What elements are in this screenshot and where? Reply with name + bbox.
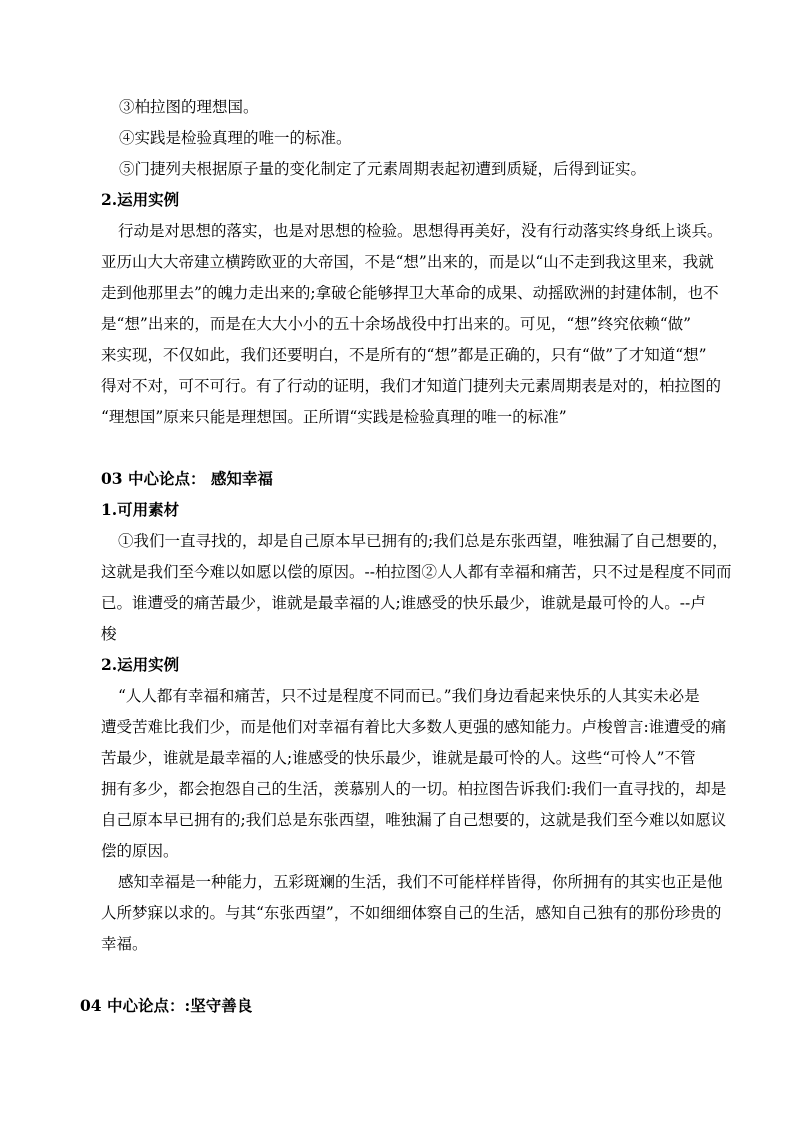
paragraph-line: 人所梦寐以求的。与其“东张西望”，不如细细体察自己的生活，感知自己独有的那份珍贵的: [101, 904, 722, 922]
paragraph-line: 得对不对，可不可行。有了行动的证明，我们才知道门捷列夫元素周期表是对的，柏拉图的: [101, 377, 722, 395]
paragraph-line: 梭: [101, 625, 117, 643]
paragraph-line: 拥有多少，都会抱怨自己的生活，羡慕别人的一切。柏拉图告诉我们:我们一直寻找的，却是: [101, 780, 727, 798]
paragraph-line: 亚历山大大帝建立横跨欧亚的大帝国，不是“想”出来的，而是以“山不走到我这里来，我就: [101, 253, 714, 271]
paragraph-line: 这就是我们至今难以如愿以偿的原因。--柏拉图②人人都有幸福和痛苦，只不过是程度不同而: [101, 563, 732, 581]
paragraph-line: 感知幸福是一种能力，五彩斑斓的生活，我们不可能样样皆得，你所拥有的其实也正是他: [118, 873, 723, 891]
section-heading-examples: 2.运用实例: [101, 655, 180, 674]
paragraph-line: 是“想”出来的，而是在大大小小的五十余场战役中打出来的。可见，“想”终究依赖“做”: [101, 315, 692, 333]
paragraph-line: 苦最少，谁就是最幸福的人;谁感受的快乐最少，谁就是最可怜的人。这些“可怜人”不管: [101, 749, 696, 767]
list-item-3: ③柏拉图的理想国。: [119, 98, 259, 116]
paragraph-line: “人人都有幸福和痛苦，只不过是程度不同而已。”我们身边看起来快乐的人其实未必是: [118, 687, 700, 705]
section-heading-examples: 2.运用实例: [101, 190, 180, 209]
paragraph-line: 自己原本早已拥有的;我们总是东张西望，唯独漏了自己想要的，这就是我们至今难以如愿议: [101, 811, 727, 829]
paragraph-line: 来实现，不仅如此，我们还要明白，不是所有的“想”都是正确的，只有“做”了才知道“想”: [101, 346, 707, 364]
paragraph-line: 偿的原因。: [101, 842, 179, 860]
list-item-5: ⑤门捷列夫根据原子量的变化制定了元素周期表起初遭到质疑，后得到证实。: [119, 160, 647, 178]
paragraph-line: 已。谁遭受的痛苦最少，谁就是最幸福的人;谁感受的快乐最少，谁就是最可怜的人。--卢: [101, 594, 706, 612]
section-heading-materials: 1.可用素材: [101, 500, 180, 519]
section-title-03: 03 中心论点： 感知幸福: [101, 469, 273, 488]
list-item-4: ④实践是检验真理的唯一的标准。: [119, 129, 352, 147]
section-title-04: 04 中心论点：:坚守善良: [80, 996, 253, 1015]
paragraph-line: “理想国”原来只能是理想国。正所谓“实践是检验真理的唯一的标准”: [101, 408, 567, 426]
paragraph-line: 走到他那里去”的魄力走出来的;拿破仑能够捍卫大革命的成果、动摇欧洲的封建体制，也不: [101, 284, 719, 302]
paragraph-line: 幸福。: [101, 935, 148, 953]
paragraph-line: 遭受苦难比我们少，而是他们对幸福有着比大多数人更强的感知能力。卢梭曾言:谁遭受的痛: [101, 718, 727, 736]
paragraph-line: 行动是对思想的落实，也是对思想的检验。思想得再美好，没有行动落实终身纸上谈兵。: [118, 222, 723, 240]
paragraph-line: ①我们一直寻找的，却是自己原本早已拥有的;我们总是东张西望，唯独漏了自己想要的，: [118, 532, 728, 550]
